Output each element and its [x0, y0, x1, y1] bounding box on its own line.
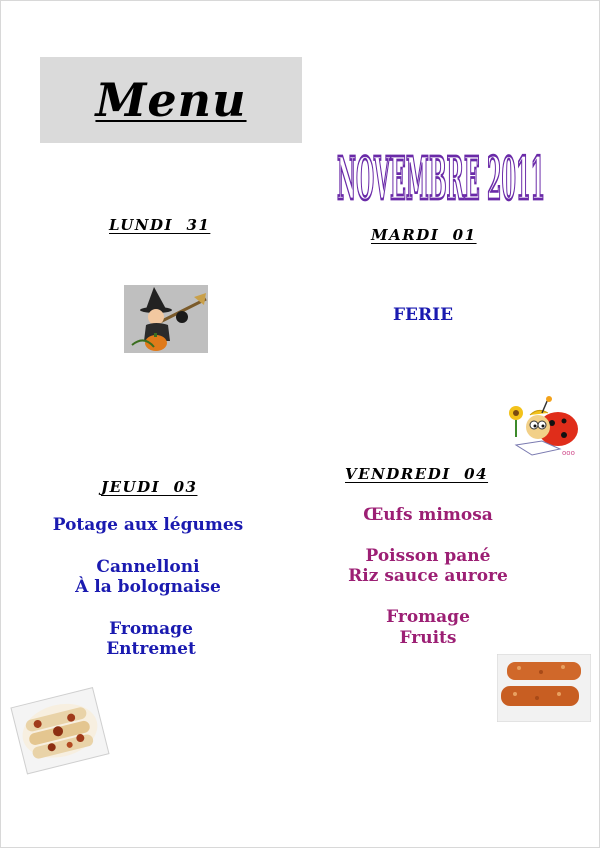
vendredi-item-riz: Riz sauce aurore: [348, 566, 508, 586]
jeudi-item-potage: Potage aux légumes: [52, 515, 244, 535]
day-label-vendredi: VENDREDI 04: [345, 465, 489, 483]
vendredi-item-oeufs: Œufs mimosa: [363, 505, 493, 525]
jeudi-item-fromage: Fromage: [109, 619, 193, 639]
menu-title: Menu: [95, 73, 247, 127]
day-label-mardi: MARDI 01: [371, 226, 477, 244]
vendredi-item-poisson: Poisson pané: [365, 546, 491, 566]
fish-sticks-photo: [497, 654, 591, 722]
month-title-text: NOVEMBRE 2011: [337, 143, 545, 202]
jeudi-item-entremet: Entremet: [106, 639, 196, 659]
day-label-jeudi: JEUDI 03: [101, 478, 198, 496]
vendredi-item-fromage: Fromage: [386, 607, 470, 627]
vendredi-item-fruits: Fruits: [399, 628, 457, 648]
jeudi-item-bolognaise: À la bolognaise: [75, 577, 221, 597]
ladybug-illustration: [502, 393, 584, 459]
cannelloni-photo: [8, 683, 110, 779]
witch-illustration: [124, 285, 208, 353]
mardi-item-ferie: FERIE: [392, 305, 454, 325]
jeudi-item-cannelloni: Cannelloni: [96, 557, 200, 577]
svg-text:ooo: ooo: [562, 449, 575, 457]
month-title: [335, 82, 550, 202]
menu-header-box: [40, 57, 302, 143]
day-label-lundi: LUNDI 31: [109, 216, 211, 234]
